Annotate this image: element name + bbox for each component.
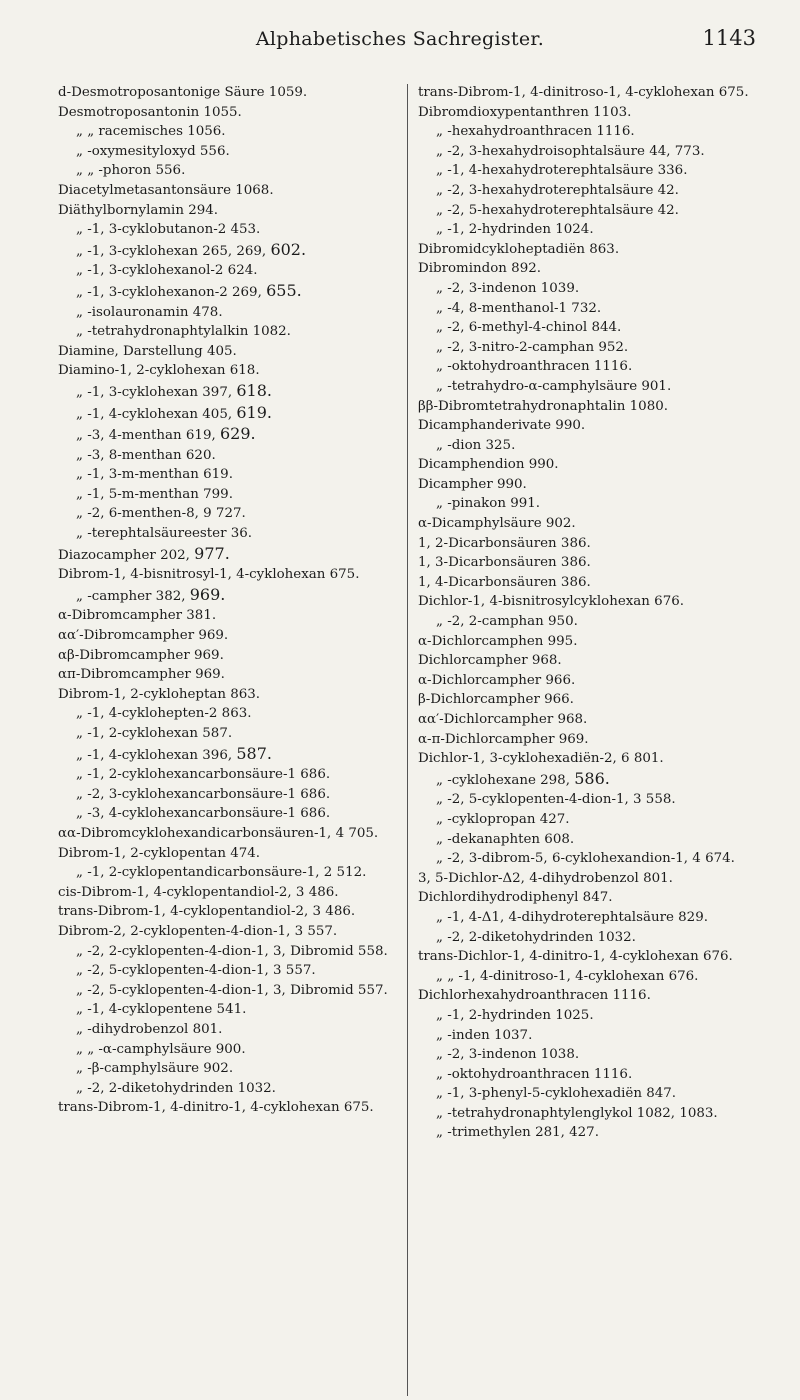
index-entry-text: „ -1, 2-cyklopentandicarbonsäure-1, 2 512. xyxy=(76,865,367,881)
index-entry-text: „ -dihydrobenzol 801. xyxy=(76,1021,223,1037)
index-entry xyxy=(58,446,403,466)
index-entry xyxy=(58,704,403,724)
index-entry-text: Dicamphanderivate 990. xyxy=(418,418,586,434)
index-entry-text: α-Dibromcampher 381. xyxy=(58,608,217,624)
index-entry xyxy=(58,981,403,1001)
index-entry xyxy=(58,83,403,103)
index-entry xyxy=(418,318,778,338)
index-entry xyxy=(418,514,778,534)
index-entry xyxy=(418,1104,778,1124)
index-entry xyxy=(418,888,778,908)
index-entry-text: „ -1, 4-cyklohexan 396, xyxy=(76,747,237,763)
index-entry xyxy=(418,632,778,652)
index-entry-text: „ -2, 2-diketohydrinden 1032. xyxy=(436,929,636,945)
index-entry-text: Dichlordihydrodiphenyl 847. xyxy=(418,890,613,906)
index-entry xyxy=(418,730,778,750)
index-entry-text: „ -1, 4-cyklohepten-2 863. xyxy=(76,706,252,722)
main-page-reference: 619. xyxy=(236,402,272,422)
index-entry-text: Dibrom-1, 4-bisnitrosyl-1, 4-cyklohexan 675. xyxy=(58,567,360,583)
index-entry-text: Dichlorhexahydroanthracen 1116. xyxy=(418,988,651,1004)
index-entry-text: „ -2, 3-hexahydroisophtalsäure 44, 773. xyxy=(436,143,705,159)
index-entry xyxy=(58,804,403,824)
main-page-reference: 977. xyxy=(194,543,230,563)
index-entry-text: „ „ -phoron 556. xyxy=(76,163,186,179)
index-entry xyxy=(58,1000,403,1020)
index-entry-text: „ -1, 3-cyklohexan 397, xyxy=(76,384,237,400)
index-entry-text: „ -2, 3-dibrom-5, 6-cyklohexandion-1, 4 674. xyxy=(436,851,735,867)
index-entry xyxy=(58,122,403,142)
index-entry-text: „ -2, 5-hexahydroterephtalsäure 42. xyxy=(436,202,679,218)
index-entry-text: 1, 2-Dicarbonsäuren 386. xyxy=(418,535,591,551)
index-entry xyxy=(418,259,778,279)
index-entry xyxy=(418,161,778,181)
index-entry-text: „ -1, 3-phenyl-5-cyklohexadiën 847. xyxy=(436,1086,677,1102)
index-entry xyxy=(418,1006,778,1026)
index-entry-text: trans-Dibrom-1, 4-cyklopentandiol-2, 3 486. xyxy=(58,904,356,920)
index-entry-text: „ -2, 3-cyklohexancarbonsäure-1 686. xyxy=(76,786,331,802)
index-entry xyxy=(418,1065,778,1085)
main-page-reference: 655. xyxy=(266,280,302,300)
index-entry-text: „ -1, 2-hydrinden 1024. xyxy=(436,222,594,238)
main-page-reference: 586. xyxy=(574,768,610,788)
index-entry-text: „ -oxymesityloxyd 556. xyxy=(76,143,230,159)
index-entry xyxy=(418,338,778,358)
index-entry-text: „ -1, 3-cyklohexan 265, 269, xyxy=(76,243,271,259)
index-entry-text: „ „ racemisches 1056. xyxy=(76,124,226,140)
index-entry-text: trans-Dichlor-1, 4-dinitro-1, 4-cyklohexan 676. xyxy=(418,949,733,965)
index-entry xyxy=(58,961,403,981)
main-page-reference: 629. xyxy=(219,424,256,444)
index-entry xyxy=(418,416,778,436)
index-entry-text: 1, 3-Dicarbonsäuren 386. xyxy=(418,555,591,571)
index-entry-text: „ -1, 4-cyklohexan 405, xyxy=(76,406,237,422)
index-entry-text: α-Dicamphylsäure 902. xyxy=(418,516,576,532)
index-entry xyxy=(58,883,403,903)
index-entry-text: Dibromindon 892. xyxy=(418,261,541,277)
index-entry-text: „ -tetrahydro-α-camphylsäure 901. xyxy=(436,378,672,394)
index-entry xyxy=(418,103,778,123)
index-entry xyxy=(58,724,403,744)
index-entry-text: „ -2, 2-cyklopenten-4-dion-1, 3, Dibromid 558. xyxy=(76,943,388,959)
index-entry xyxy=(58,942,403,962)
index-entry-text: „ -3, 8-menthan 620. xyxy=(76,447,216,463)
index-entry-text: „ -2, 5-cyklopenten-4-dion-1, 3, Dibromid 557. xyxy=(76,982,388,998)
index-entry-text: Dichlorcampher 968. xyxy=(418,653,562,669)
index-entry xyxy=(58,342,403,362)
index-entry-text: β-Dichlorcampher 966. xyxy=(418,692,574,708)
main-page-reference: 618. xyxy=(236,380,272,400)
index-entry-text: Diamine, Darstellung 405. xyxy=(58,343,237,359)
index-entry-text: „ -2, 3-nitro-2-camphan 952. xyxy=(436,339,629,355)
index-entry-text: Dibrom-2, 2-cyklopenten-4-dion-1, 3 557. xyxy=(58,923,338,939)
index-entry xyxy=(58,565,403,585)
index-entry-text: „ -2, 5-cyklopenten-4-dion-1, 3 558. xyxy=(436,792,676,808)
index-entry xyxy=(58,1098,403,1118)
index-entry xyxy=(58,863,403,883)
index-entry xyxy=(418,142,778,162)
index-entry xyxy=(58,824,403,844)
index-entry-text: „ -1, 4-hexahydroterephtalsäure 336. xyxy=(436,163,688,179)
index-entry-text: „ -oktohydroanthracen 1116. xyxy=(436,1066,633,1082)
index-entry-text: „ -campher 382, xyxy=(76,588,190,604)
index-entry xyxy=(58,544,403,566)
index-entry xyxy=(418,553,778,573)
index-entry xyxy=(58,361,403,381)
index-entry xyxy=(58,465,403,485)
index-entry-text: „ -4, 8-menthanol-1 732. xyxy=(436,300,602,316)
index-entry xyxy=(418,749,778,769)
index-entry-text: „ -1, 2-cyklohexan 587. xyxy=(76,726,233,741)
index-entry xyxy=(58,261,403,281)
index-entry-text: „ -3, 4-cyklohexancarbonsäure-1 686. xyxy=(76,806,331,822)
index-entry xyxy=(418,849,778,869)
index-entry xyxy=(418,1123,778,1143)
index-entry xyxy=(418,947,778,967)
index-entry-text: „ -dion 325. xyxy=(436,437,516,453)
index-entry-text: „ -1, 4-cyklopentene 541. xyxy=(76,1002,247,1018)
index-entry xyxy=(58,220,403,240)
index-entry xyxy=(418,710,778,730)
index-entry-text: α-Dichlorcampher 966. xyxy=(418,672,576,688)
index-entry-text: α-π-Dichlorcampher 969. xyxy=(418,731,589,747)
index-entry-text: „ -tetrahydronaphtylalkin 1082. xyxy=(76,324,291,340)
index-entry-text: „ -1, 3-m-menthan 619. xyxy=(76,467,233,483)
index-entry xyxy=(58,626,403,646)
index-entry xyxy=(418,690,778,710)
index-entry xyxy=(58,403,403,425)
index-entry xyxy=(418,220,778,240)
index-entry xyxy=(418,83,778,103)
index-entry xyxy=(418,790,778,810)
index-entry-text: Dibrom-1, 2-cykloheptan 863. xyxy=(58,686,261,702)
index-entry xyxy=(418,455,778,475)
running-title: Alphabetisches Sachregister. xyxy=(255,28,545,50)
index-entry xyxy=(58,240,403,262)
index-entry xyxy=(418,671,778,691)
index-entry-text: αα′-Dichlorcampher 968. xyxy=(418,712,588,727)
index-entry xyxy=(58,142,403,162)
index-entry xyxy=(418,986,778,1006)
index-entry xyxy=(418,651,778,671)
index-entry-text: Dichlor-1, 3-cyklohexadiën-2, 6 801. xyxy=(418,751,664,767)
main-page-reference: 602. xyxy=(270,239,307,259)
main-page-reference: 969. xyxy=(189,584,226,604)
index-entry-text: „ -hexahydroanthracen 1116. xyxy=(436,124,635,140)
index-entry xyxy=(58,785,403,805)
index-entry xyxy=(58,322,403,342)
index-entry xyxy=(58,281,403,303)
index-entry-text: „ -tetrahydronaphtylenglykol 1082, 1083. xyxy=(436,1105,718,1121)
page-header xyxy=(0,18,800,52)
index-entry xyxy=(418,240,778,260)
index-entry xyxy=(418,769,778,791)
index-entry xyxy=(58,1059,403,1079)
index-entry xyxy=(58,201,403,221)
index-entry xyxy=(58,585,403,607)
index-entry-text: Dibromidcykloheptadiën 863. xyxy=(418,241,620,257)
index-entry-text: Diamino-1, 2-cyklohexan 618. xyxy=(58,363,260,379)
index-entry xyxy=(418,967,778,987)
index-entry-text: „ -cyklohexane 298, xyxy=(436,772,575,788)
index-entry xyxy=(58,1040,403,1060)
index-entry xyxy=(418,928,778,948)
index-entry-text: „ -terephtalsäureester 36. xyxy=(76,526,253,542)
index-entry xyxy=(418,201,778,221)
index-entry-text: „ -1, 2-cyklohexancarbonsäure-1 686. xyxy=(76,767,331,783)
index-entry xyxy=(58,1020,403,1040)
index-entry-text: α-Dichlorcamphen 995. xyxy=(418,633,578,649)
index-entry xyxy=(58,424,403,446)
index-entry xyxy=(58,922,403,942)
index-entry-text: Desmotroposantonin 1055. xyxy=(58,104,242,120)
index-entry xyxy=(418,573,778,593)
index-entry-text: „ -1, 2-hydrinden 1025. xyxy=(436,1007,594,1023)
index-entry-text: „ -2, 2-diketohydrinden 1032. xyxy=(76,1080,276,1096)
index-entry xyxy=(418,869,778,889)
column-divider xyxy=(407,84,408,1396)
index-entry-text: Diazocampher 202, xyxy=(58,547,195,563)
index-entry xyxy=(58,665,403,685)
index-entry-text: „ -1, 3-cyklobutanon-2 453. xyxy=(76,222,261,238)
index-entry xyxy=(418,475,778,495)
index-entry-text: Diacetylmetasantonsäure 1068. xyxy=(58,182,274,198)
index-entry-text: Dicamphendion 990. xyxy=(418,457,559,473)
index-entry-text: trans-Dibrom-1, 4-dinitro-1, 4-cyklohexan 675. xyxy=(58,1100,374,1116)
index-entry-text: „ -3, 4-menthan 619, xyxy=(76,428,220,444)
index-entry xyxy=(58,485,403,505)
index-entry-text: „ -2, 3-hexahydroterephtalsäure 42. xyxy=(436,182,679,198)
index-entry xyxy=(418,357,778,377)
page-number: 1143 xyxy=(702,26,756,50)
index-entry xyxy=(58,1079,403,1099)
index-entry-text: „ -2, 6-methyl-4-chinol 844. xyxy=(436,320,622,336)
index-entry xyxy=(418,122,778,142)
index-entry xyxy=(58,685,403,705)
index-entry-text: „ -inden 1037. xyxy=(436,1027,533,1043)
index-entry-text: „ -cyklopropan 427. xyxy=(436,811,570,827)
index-entry-text: d-Desmotroposantonige Säure 1059. xyxy=(58,85,308,100)
index-entry-text: Dichlor-1, 4-bisnitrosylcyklohexan 676. xyxy=(418,594,684,610)
index-entry-text: „ -2, 5-cyklopenten-4-dion-1, 3 557. xyxy=(76,963,316,979)
index-entry-text: αα-Dibromcyklohexandicarbonsäuren-1, 4 705. xyxy=(58,825,379,841)
index-entry xyxy=(58,103,403,123)
index-entry xyxy=(418,181,778,201)
index-entry-text: „ „ -α-camphylsäure 900. xyxy=(76,1041,246,1057)
index-entry-text: „ -2, 2-camphan 950. xyxy=(436,614,578,630)
index-entry xyxy=(418,1084,778,1104)
index-entry xyxy=(418,279,778,299)
index-entry-text: trans-Dibrom-1, 4-dinitroso-1, 4-cyklohexan 675. xyxy=(418,85,749,100)
index-entry xyxy=(58,844,403,864)
index-entry xyxy=(58,524,403,544)
index-entry-text: αα′-Dibromcampher 969. xyxy=(58,628,229,644)
index-entry xyxy=(58,381,403,403)
right-index-column xyxy=(418,83,778,1143)
index-entry-text: Dibromdioxypentanthren 1103. xyxy=(418,104,632,120)
index-entry xyxy=(58,744,403,766)
index-entry xyxy=(58,181,403,201)
index-entry-text: „ -oktohydroanthracen 1116. xyxy=(436,359,633,375)
index-entry-text: „ -1, 3-cyklohexanon-2 269, xyxy=(76,284,267,300)
index-entry xyxy=(58,161,403,181)
index-entry-text: „ -2, 3-indenon 1038. xyxy=(436,1047,580,1063)
index-entry xyxy=(418,397,778,417)
index-entry-text: „ -trimethylen 281, 427. xyxy=(436,1125,599,1141)
index-entry xyxy=(418,494,778,514)
index-entry-text: απ-Dibromcampher 969. xyxy=(58,667,225,683)
index-entry-text: ββ-Dibromtetrahydronaphtalin 1080. xyxy=(418,398,669,414)
index-entry xyxy=(418,612,778,632)
index-entry xyxy=(418,534,778,554)
index-entry-text: „ -isolauronamin 478. xyxy=(76,304,223,320)
main-page-reference: 587. xyxy=(236,743,272,763)
index-entry xyxy=(58,606,403,626)
index-entry-text: „ -2, 3-indenon 1039. xyxy=(436,280,580,296)
index-entry xyxy=(418,299,778,319)
index-entry-text: „ -dekanaphten 608. xyxy=(436,831,575,847)
index-entry-text: Dibrom-1, 2-cyklopentan 474. xyxy=(58,845,261,861)
index-entry-text: „ -1, 5-m-menthan 799. xyxy=(76,486,233,502)
index-entry xyxy=(418,810,778,830)
index-entry-text: αβ-Dibromcampher 969. xyxy=(58,647,224,663)
index-entry xyxy=(58,504,403,524)
index-entry-text: Diäthylbornylamin 294. xyxy=(58,202,219,218)
index-entry xyxy=(418,908,778,928)
index-entry-text: „ „ -1, 4-dinitroso-1, 4-cyklohexan 676. xyxy=(436,968,699,984)
index-entry xyxy=(58,902,403,922)
index-entry-text: „ -pinakon 991. xyxy=(436,496,541,512)
index-entry-text: „ -β-camphylsäure 902. xyxy=(76,1061,234,1077)
index-entry xyxy=(418,1026,778,1046)
index-entry-text: Dicampher 990. xyxy=(418,476,527,492)
index-entry xyxy=(418,592,778,612)
index-entry-text: „ -1, 4-Δ1, 4-dihydroterephtalsäure 829. xyxy=(436,909,708,925)
index-entry-text: 3, 5-Dichlor-Δ2, 4-dihydrobenzol 801. xyxy=(418,870,673,886)
index-entry xyxy=(418,436,778,456)
index-entry xyxy=(418,1045,778,1065)
index-entry xyxy=(58,303,403,323)
index-entry-text: cis-Dibrom-1, 4-cyklopentandiol-2, 3 486. xyxy=(58,884,339,900)
index-entry-text: „ -2, 6-menthen-8, 9 727. xyxy=(76,506,246,522)
left-index-column xyxy=(58,83,403,1118)
index-entry-text: „ -1, 3-cyklohexanol-2 624. xyxy=(76,263,258,279)
index-entry xyxy=(418,830,778,850)
index-entry-text: 1, 4-Dicarbonsäuren 386. xyxy=(418,574,591,590)
index-entry xyxy=(58,765,403,785)
index-entry xyxy=(58,646,403,666)
index-entry xyxy=(418,377,778,397)
